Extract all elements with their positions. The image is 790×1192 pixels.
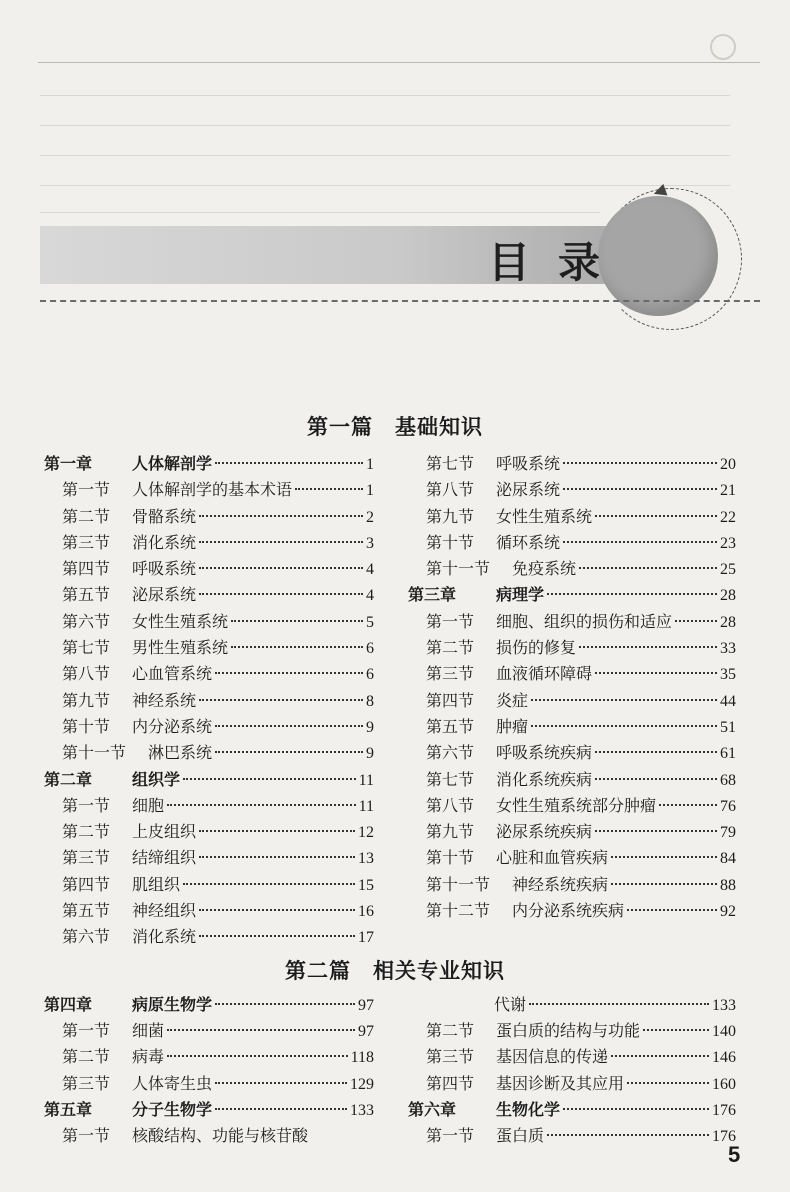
toc-column-right <box>408 451 736 924</box>
toc-page-number: 28 <box>720 613 736 631</box>
toc-number: 第九节 <box>426 506 475 526</box>
toc-number: 第八节 <box>426 795 475 815</box>
toc-number: 第五章 <box>44 1099 93 1119</box>
toc-number: 第十节 <box>426 532 475 552</box>
toc-title: 人体寄生虫 <box>132 1073 213 1093</box>
toc-number: 第二章 <box>44 769 93 789</box>
leader-dots <box>547 1134 709 1136</box>
leader-dots <box>215 1082 347 1084</box>
toc-page-number: 35 <box>720 666 736 684</box>
toc-section-row[interactable] <box>408 530 736 556</box>
toc-number: 第三节 <box>62 532 111 552</box>
leader-dots <box>215 1108 347 1110</box>
leader-dots <box>529 1003 709 1005</box>
toc-title: 神经系统疾病 <box>512 874 609 894</box>
toc-section-row[interactable] <box>408 609 736 635</box>
toc-title: 蛋白质 <box>496 1125 545 1145</box>
toc-page-number: 129 <box>350 1075 374 1093</box>
leader-dots <box>595 515 717 517</box>
toc-number: 第十二节 <box>426 901 491 921</box>
toc-number: 第十节 <box>62 716 111 736</box>
toc-title: 蛋白质的结构与功能 <box>496 1021 641 1041</box>
leader-dots <box>595 778 717 780</box>
toc-section-row[interactable] <box>44 556 374 582</box>
toc-page-number: 76 <box>720 797 736 815</box>
toc-title: 骨骼系统 <box>132 506 197 526</box>
toc-section-row[interactable] <box>408 992 736 1018</box>
bleed-through <box>40 212 600 213</box>
toc-section-row[interactable] <box>408 898 736 924</box>
page-title: 目录 <box>488 238 629 287</box>
toc-page-number: 146 <box>712 1049 736 1067</box>
toc-title: 人体解剖学的基本术语 <box>132 480 293 500</box>
toc-number: 第十节 <box>426 848 475 868</box>
toc-page-number: 176 <box>712 1127 736 1145</box>
toc-number: 第二节 <box>426 638 475 658</box>
toc-section-row[interactable] <box>44 898 374 924</box>
toc-page-number: 1 <box>366 482 374 500</box>
leader-dots <box>167 1029 355 1031</box>
toc-number: 第二节 <box>62 506 111 526</box>
toc-page-number: 176 <box>712 1101 736 1119</box>
leader-dots <box>611 856 717 858</box>
toc-title: 代谢 <box>494 995 527 1014</box>
toc-number: 第三节 <box>62 1073 111 1093</box>
toc-section-row[interactable] <box>44 819 374 845</box>
toc-number: 第一节 <box>62 480 111 500</box>
toc-number: 第七节 <box>62 638 111 658</box>
leader-dots <box>215 672 363 674</box>
toc-page-number: 133 <box>712 997 736 1014</box>
toc-section-row[interactable] <box>44 740 374 766</box>
leader-dots <box>611 1055 709 1057</box>
toc-section-row[interactable] <box>408 556 736 582</box>
leader-dots <box>595 830 717 832</box>
toc-chapter-row[interactable] <box>408 1097 736 1123</box>
toc-number: 第三节 <box>62 848 111 868</box>
toc-number: 第七节 <box>426 454 475 473</box>
toc-section-row[interactable] <box>408 688 736 714</box>
toc-section-row[interactable] <box>44 793 374 819</box>
toc-number: 第三章 <box>408 585 457 605</box>
leader-dots <box>295 488 363 490</box>
toc-page-number: 118 <box>350 1049 374 1067</box>
toc-page-number: 92 <box>720 903 736 921</box>
toc-title: 女性生殖系统部分肿瘤 <box>496 795 657 815</box>
leader-dots <box>215 751 363 753</box>
toc-number: 第一节 <box>62 795 111 815</box>
toc-page-number: 97 <box>358 997 374 1014</box>
leader-dots <box>199 830 355 832</box>
leader-dots <box>199 567 363 569</box>
toc-number: 第五节 <box>62 585 111 605</box>
toc-title: 心血管系统 <box>132 664 213 684</box>
toc-title: 细胞、组织的损伤和适应 <box>496 611 673 631</box>
toc-number: 第六章 <box>408 1099 457 1119</box>
toc-title: 肿瘤 <box>496 716 529 736</box>
toc-page-number: 140 <box>712 1023 736 1041</box>
toc-page-number: 15 <box>358 876 374 894</box>
leader-dots <box>579 567 717 569</box>
toc-chapter-row[interactable] <box>44 1097 374 1123</box>
toc-number: 第一节 <box>62 1021 111 1041</box>
toc-title: 血液循环障碍 <box>496 664 593 684</box>
toc-page-number: 13 <box>358 850 374 868</box>
leader-dots <box>215 462 363 464</box>
dashed-divider <box>40 300 760 302</box>
toc-page-number: 5 <box>366 613 374 631</box>
toc-number: 第八节 <box>426 480 475 500</box>
toc-title: 消化系统 <box>132 927 197 947</box>
toc-section-row[interactable] <box>408 767 736 793</box>
toc-number: 第九节 <box>426 822 475 842</box>
toc-page-number: 4 <box>366 587 374 605</box>
toc-number: 第二节 <box>62 1047 111 1067</box>
toc-page-number: 12 <box>358 824 374 842</box>
toc-page-number: 79 <box>720 824 736 842</box>
toc-page-number: 3 <box>366 534 374 552</box>
toc-title: 呼吸系统疾病 <box>496 743 593 763</box>
toc-section-row[interactable] <box>408 1044 736 1070</box>
toc-title: 心脏和血管疾病 <box>496 848 609 868</box>
toc-title: 内分泌系统 <box>132 716 213 736</box>
toc-section-row[interactable] <box>44 924 374 950</box>
leader-dots <box>231 620 363 622</box>
part-title-2: 第二篇 相关专业知识 <box>285 958 505 983</box>
toc-number: 第十一节 <box>426 559 491 579</box>
leader-dots <box>595 751 717 753</box>
toc-section-row[interactable] <box>44 661 374 687</box>
arrow-icon: ◀ <box>650 179 669 202</box>
toc-page-number: 11 <box>358 771 374 789</box>
leader-dots <box>199 856 355 858</box>
toc-title: 分子生物学 <box>132 1099 213 1119</box>
header-rule <box>38 62 760 63</box>
toc-title: 呼吸系统 <box>496 454 561 473</box>
toc-number: 第一节 <box>426 1125 475 1145</box>
toc-section-row[interactable] <box>408 845 736 871</box>
toc-page-number: 23 <box>720 534 736 552</box>
toc-page-number: 1 <box>366 456 374 473</box>
bleed-through <box>40 125 730 126</box>
leader-dots <box>215 1003 355 1005</box>
leader-dots <box>183 883 355 885</box>
toc-number: 第六节 <box>426 743 475 763</box>
leader-dots <box>643 1029 709 1031</box>
running-header-logo <box>628 34 748 60</box>
part-title-1: 第一篇 基础知识 <box>307 414 483 439</box>
toc-number: 第十一节 <box>426 874 491 894</box>
bleed-through <box>40 95 730 96</box>
toc-number: 第二节 <box>426 1021 475 1041</box>
toc-number: 第七节 <box>426 769 475 789</box>
toc-number: 第一节 <box>426 611 475 631</box>
toc-title: 细胞 <box>132 795 165 815</box>
leader-dots <box>547 593 717 595</box>
toc-number: 第四节 <box>426 1073 475 1093</box>
toc-title: 人体解剖学 <box>132 454 213 473</box>
toc-title: 炎症 <box>496 690 529 710</box>
toc-section-row[interactable] <box>408 504 736 530</box>
toc-title: 组织学 <box>132 769 181 789</box>
toc-title: 内分泌系统疾病 <box>512 901 625 921</box>
leader-dots <box>199 593 363 595</box>
toc-page-number: 21 <box>720 482 736 500</box>
toc-number: 第六节 <box>62 611 111 631</box>
toc-title: 呼吸系统 <box>132 559 197 579</box>
toc-title: 免疫系统 <box>512 559 577 579</box>
toc-title: 泌尿系统 <box>132 585 197 605</box>
toc-section-row[interactable] <box>44 1123 374 1149</box>
toc-page-number: 9 <box>366 745 374 763</box>
toc-column-left <box>44 992 374 1149</box>
toc-page-number: 133 <box>350 1101 374 1119</box>
toc-title: 循环系统 <box>496 532 561 552</box>
toc-section-row[interactable] <box>44 582 374 608</box>
toc-section-row[interactable] <box>408 661 736 687</box>
toc-title: 肌组织 <box>132 874 181 894</box>
toc-number: 第三节 <box>426 664 475 684</box>
toc-title: 细菌 <box>132 1021 165 1041</box>
toc-section-row[interactable] <box>44 635 374 661</box>
leader-dots <box>563 1108 709 1110</box>
toc-section-row[interactable] <box>44 1071 374 1097</box>
toc-column-right <box>408 992 736 1149</box>
toc-page-number: 11 <box>358 797 374 815</box>
toc-title: 结缔组织 <box>132 848 197 868</box>
toc-section-row[interactable] <box>408 477 736 503</box>
toc-title: 男性生殖系统 <box>132 638 229 658</box>
toc-page-number: 84 <box>720 850 736 868</box>
toc-section-row[interactable] <box>44 688 374 714</box>
leader-dots <box>627 1082 709 1084</box>
leader-dots <box>199 541 363 543</box>
leader-dots <box>675 620 717 622</box>
toc-section-row[interactable] <box>44 845 374 871</box>
toc-title: 泌尿系统 <box>496 480 561 500</box>
toc-page-number: 6 <box>366 640 374 658</box>
toc-number: 第三节 <box>426 1047 475 1067</box>
toc-section-row[interactable] <box>44 477 374 503</box>
toc-number: 第五节 <box>426 716 475 736</box>
toc-title: 病毒 <box>132 1047 165 1067</box>
toc-section-row[interactable] <box>408 451 736 477</box>
toc-chapter-row[interactable] <box>44 992 374 1018</box>
toc-title: 女性生殖系统 <box>132 611 229 631</box>
bleed-through <box>40 155 730 156</box>
toc-page-number: 88 <box>720 876 736 894</box>
toc-title: 泌尿系统疾病 <box>496 822 593 842</box>
toc-page-number: 25 <box>720 561 736 579</box>
leader-dots <box>627 909 717 911</box>
toc-number: 第八节 <box>62 664 111 684</box>
leader-dots <box>563 488 717 490</box>
toc-number: 第四节 <box>426 690 475 710</box>
leader-dots <box>659 804 717 806</box>
page-number: 5 <box>728 1142 741 1167</box>
leader-dots <box>563 462 717 464</box>
toc-chapter-row[interactable] <box>44 767 374 793</box>
toc-number: 第四节 <box>62 559 111 579</box>
leader-dots <box>563 541 717 543</box>
leader-dots <box>531 725 717 727</box>
toc-number: 第九节 <box>62 690 111 710</box>
toc-page-number: 44 <box>720 692 736 710</box>
toc-section-row[interactable] <box>44 530 374 556</box>
toc-page-number: 51 <box>720 718 736 736</box>
toc-number: 第六节 <box>62 927 111 947</box>
leader-dots <box>199 909 355 911</box>
toc-title: 病理学 <box>496 585 545 605</box>
toc-section-row[interactable] <box>44 872 374 898</box>
toc-title: 消化系统 <box>132 532 197 552</box>
toc-section-row[interactable] <box>44 714 374 740</box>
leader-dots <box>167 1055 348 1057</box>
toc-page-number: 6 <box>366 666 374 684</box>
toc-title: 女性生殖系统 <box>496 506 593 526</box>
toc-number: 第一节 <box>62 1125 111 1145</box>
toc-title: 生物化学 <box>496 1099 561 1119</box>
toc-number: 第一章 <box>44 454 93 473</box>
toc-section-row[interactable] <box>408 1123 736 1149</box>
toc-section-row[interactable] <box>44 609 374 635</box>
toc-column-left <box>44 451 374 951</box>
toc-title: 神经组织 <box>132 901 197 921</box>
toc-page-number: 28 <box>720 587 736 605</box>
toc-section-row[interactable] <box>408 740 736 766</box>
toc-page-number: 9 <box>366 718 374 736</box>
toc-section-row[interactable] <box>408 819 736 845</box>
toc-number: 第二节 <box>62 822 111 842</box>
leader-dots <box>215 725 363 727</box>
toc-section-row[interactable] <box>408 1018 736 1044</box>
toc-page-number: 20 <box>720 456 736 473</box>
toc-title: 基因信息的传递 <box>496 1047 609 1067</box>
leader-dots <box>199 515 363 517</box>
toc-title: 上皮组织 <box>132 822 197 842</box>
toc-title: 核酸结构、功能与核苷酸 <box>132 1125 309 1145</box>
leader-dots <box>199 699 363 701</box>
bleed-through <box>40 185 730 186</box>
toc-page-number: 4 <box>366 561 374 579</box>
toc-section-row[interactable] <box>408 1071 736 1097</box>
toc-section-row[interactable] <box>44 1044 374 1070</box>
toc-page-number: 160 <box>712 1075 736 1093</box>
toc-section-row[interactable] <box>408 793 736 819</box>
leader-dots <box>531 699 717 701</box>
toc-page-number: 17 <box>358 929 374 947</box>
leader-dots <box>199 935 355 937</box>
toc-page-number: 16 <box>358 903 374 921</box>
toc-section-row[interactable] <box>408 714 736 740</box>
leader-dots <box>595 672 717 674</box>
leader-dots <box>231 646 363 648</box>
toc-section-row[interactable] <box>44 1018 374 1044</box>
toc-page-number: 61 <box>720 745 736 763</box>
leader-dots <box>167 804 356 806</box>
toc-page-number: 2 <box>366 508 374 526</box>
toc-page-number: 97 <box>358 1023 374 1041</box>
leader-dots <box>183 778 356 780</box>
toc-title: 淋巴系统 <box>148 743 213 763</box>
toc-page-number: 33 <box>720 640 736 658</box>
toc-number: 第十一节 <box>62 743 127 763</box>
leader-dots <box>611 883 717 885</box>
toc-number: 第四节 <box>62 874 111 894</box>
toc-section-row[interactable] <box>408 872 736 898</box>
toc-section-row[interactable] <box>408 635 736 661</box>
toc-chapter-row[interactable] <box>408 582 736 608</box>
toc-title: 消化系统疾病 <box>496 769 593 789</box>
toc-page-number: 68 <box>720 771 736 789</box>
toc-chapter-row[interactable] <box>44 451 374 477</box>
toc-title: 病原生物学 <box>132 995 213 1014</box>
toc-section-row[interactable] <box>44 504 374 530</box>
toc-title: 神经系统 <box>132 690 197 710</box>
toc-page-number: 8 <box>366 692 374 710</box>
toc-page-number: 22 <box>720 508 736 526</box>
toc-number: 第五节 <box>62 901 111 921</box>
toc-title: 损伤的修复 <box>496 638 577 658</box>
toc-title: 基因诊断及其应用 <box>496 1073 625 1093</box>
toc-number: 第四章 <box>44 995 93 1014</box>
leader-dots <box>579 646 717 648</box>
